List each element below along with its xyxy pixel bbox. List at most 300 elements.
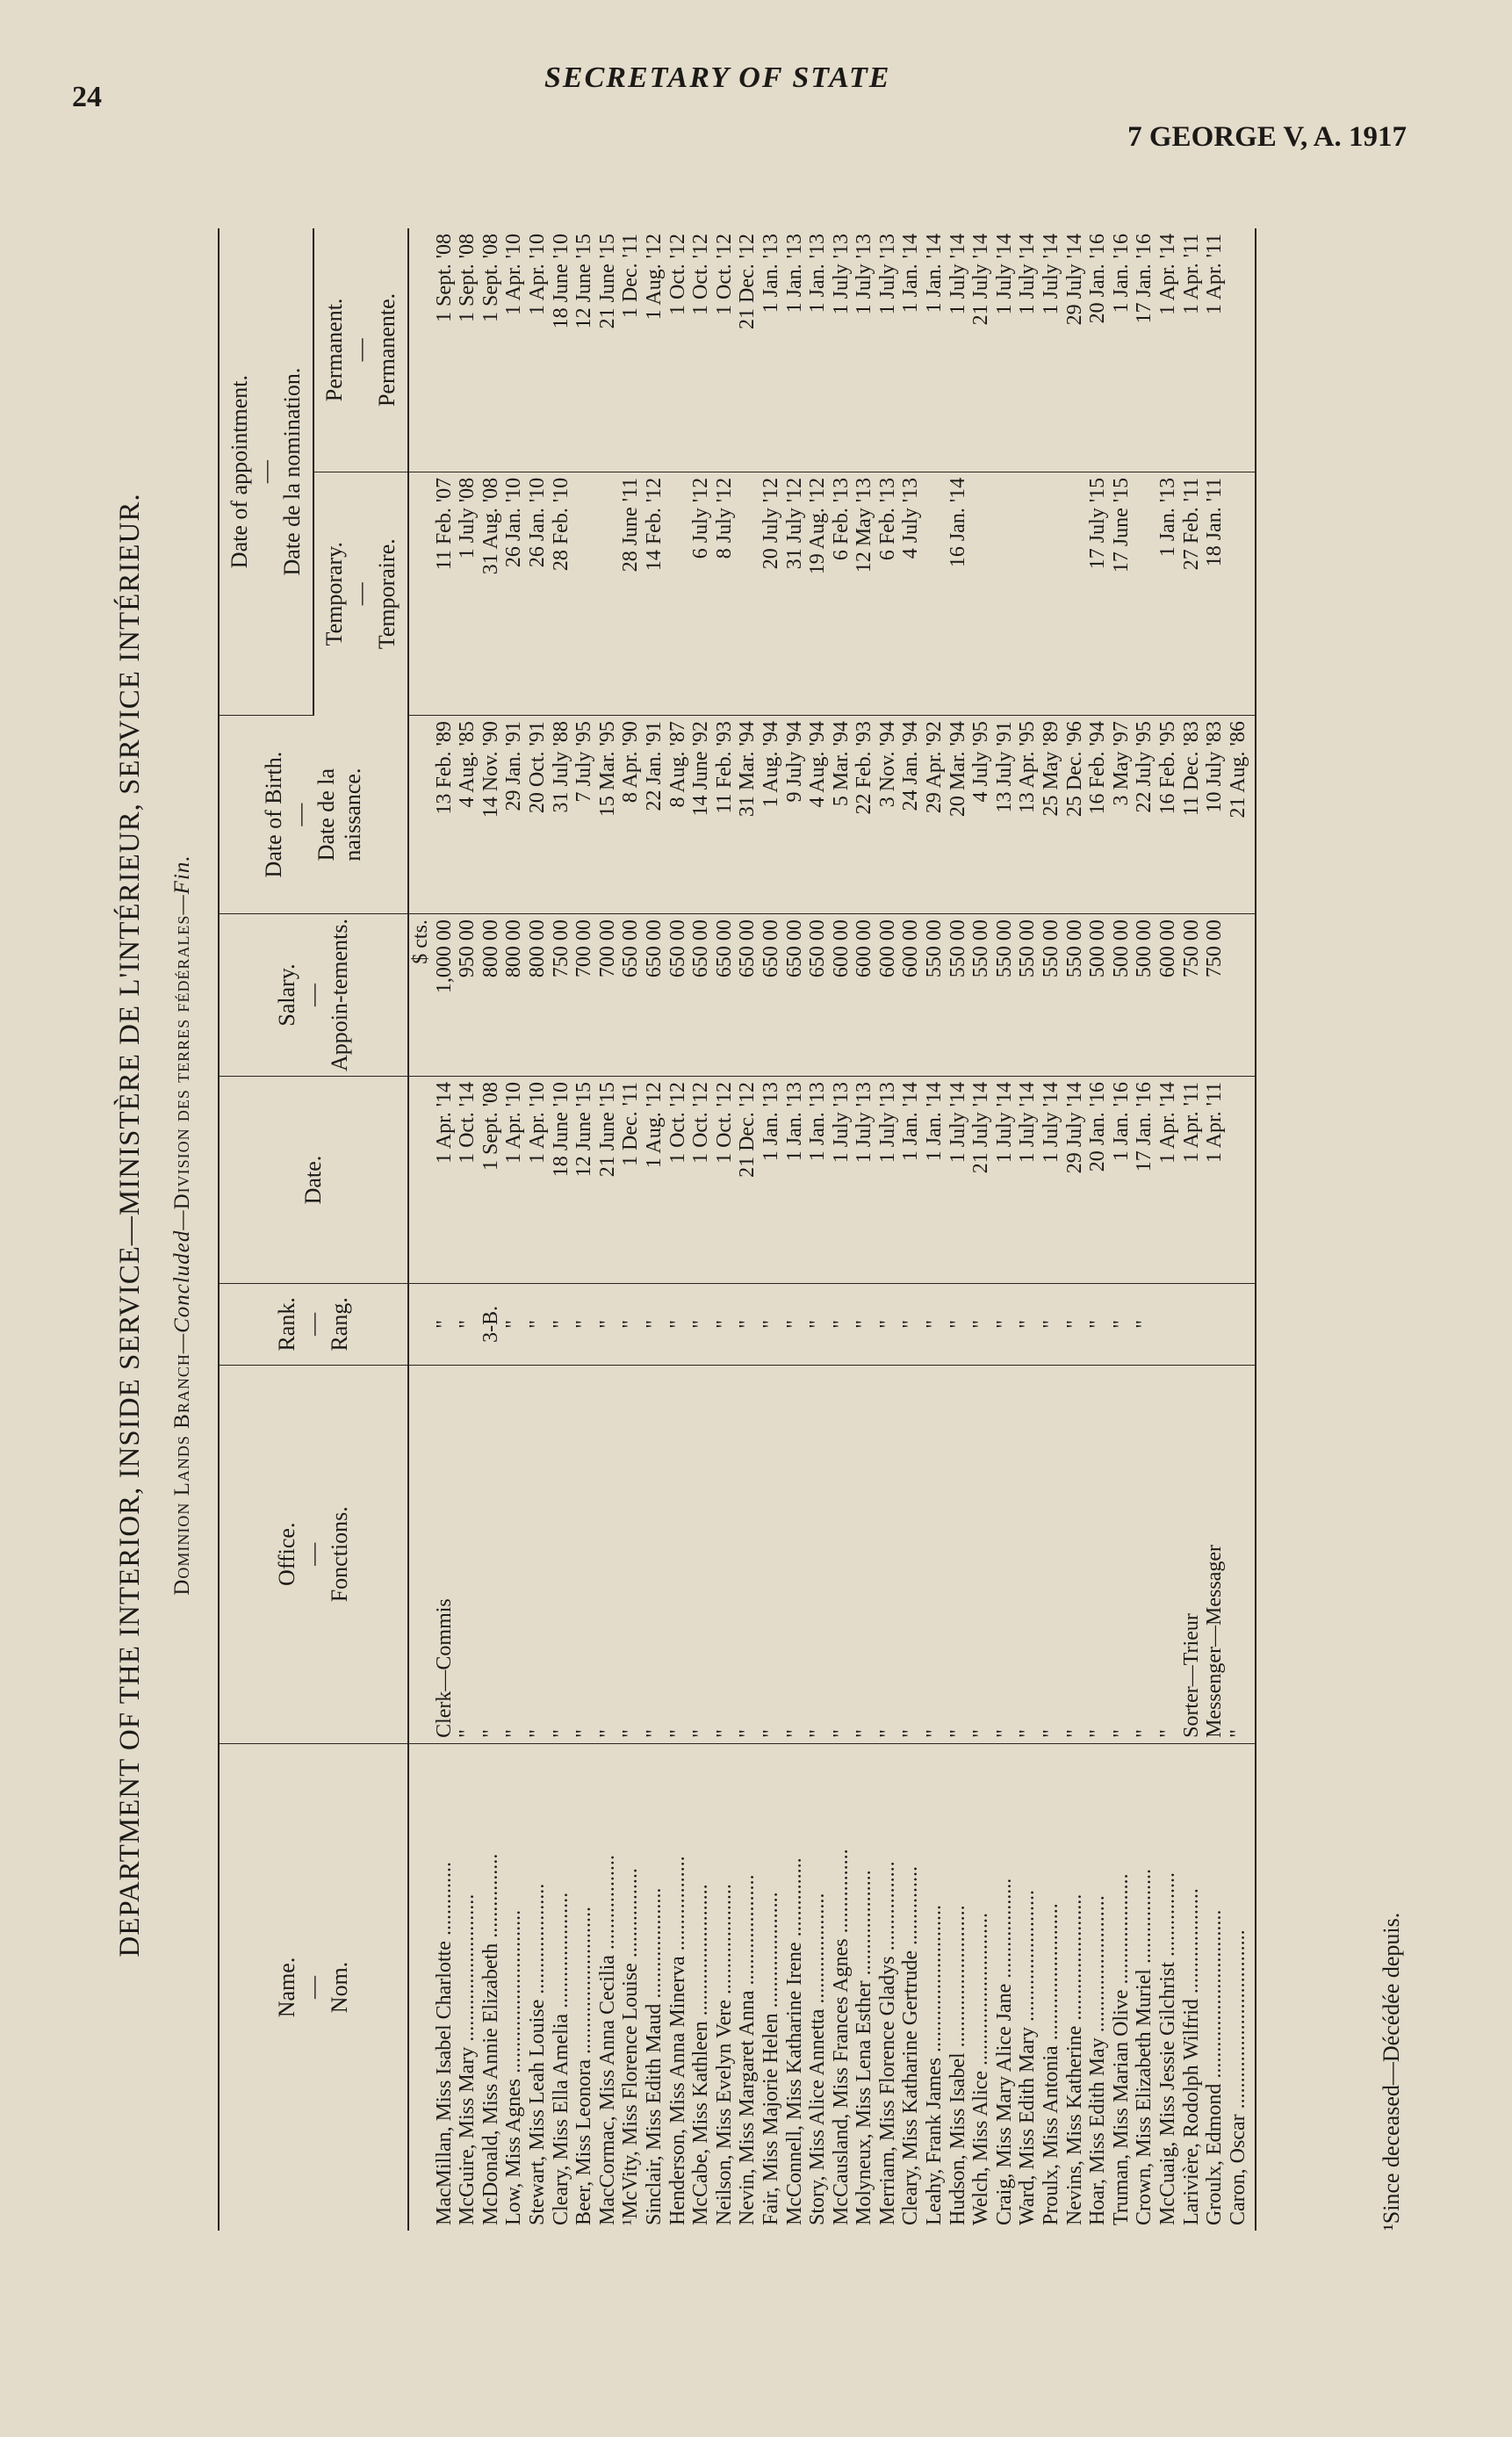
cell-temporary — [1040, 472, 1063, 715]
cell-birth: 16 Feb. '94 — [1086, 716, 1110, 914]
cell-permanent: 1 Apr. '11 — [1203, 228, 1227, 472]
table-row — [526, 228, 550, 2231]
staff-table — [218, 228, 1256, 2231]
cell-rank: " — [830, 1284, 853, 1365]
cell-name: MacMillan, Miss Isabel Charlotte .............. — [432, 1862, 456, 2225]
cell-name: Stewart, Miss Leah Louise ..................... — [525, 1883, 549, 2225]
col-header-appointment: Date of appointment. — Date de la nomination. — [219, 228, 313, 716]
cell-office: " — [596, 1365, 620, 1743]
cell-date: 1 Jan. '14 — [923, 1076, 947, 1283]
cell-rank: " — [572, 1284, 596, 1365]
cell-permanent: 1 Apr. '11 — [1180, 228, 1204, 472]
cell-salary: 550 00 — [947, 914, 970, 1077]
cell-permanent: 1 July '14 — [947, 228, 970, 472]
cell-birth: 1 Aug. '94 — [760, 716, 783, 914]
session-label: 7 GEORGE V, A. 1917 — [1127, 121, 1407, 153]
cell-birth: 14 June '92 — [689, 716, 713, 914]
cell-temporary: 17 June '15 — [1110, 472, 1134, 715]
cell-temporary: 6 July '12 — [689, 472, 713, 715]
cell-salary: 650 00 — [760, 914, 783, 1077]
salary-units: $ cts. — [408, 914, 433, 1077]
cell-name: McConnell, Miss Katharine Irene ............... — [782, 1857, 806, 2225]
cell-rank — [1180, 1284, 1204, 1365]
cell-date: 21 July '14 — [969, 1076, 993, 1283]
table-row — [689, 228, 713, 2231]
table-row — [1086, 228, 1110, 2231]
cell-salary: 550 00 — [923, 914, 947, 1077]
cell-salary: 500 00 — [1086, 914, 1110, 1077]
cell-office: " — [1156, 1365, 1180, 1743]
cell-salary: 550 00 — [1040, 914, 1063, 1077]
cell-name: Hudson, Miss Isabel ........................... — [946, 1905, 969, 2225]
cell-permanent: 1 July '14 — [1040, 228, 1063, 472]
cell-name: Truman, Miss Marian Olive ..................... — [1109, 1873, 1133, 2225]
footnote: ¹Since deceased—Décédée depuis. — [1379, 1912, 1404, 2231]
cell-date: 1 Apr. '14 — [433, 1076, 457, 1283]
cell-rank: " — [969, 1284, 993, 1365]
cell-date: 1 Jan. '14 — [899, 1076, 923, 1283]
cell-name: McDonald, Miss Annie Elizabeth ................ — [479, 1853, 502, 2225]
cell-permanent: 1 July '14 — [1016, 228, 1040, 472]
cell-name: McGuire, Miss Mary ............................ — [456, 1893, 479, 2225]
cell-birth: 29 Apr. '92 — [923, 716, 947, 914]
cell-name: Cleary, Miss Katharine Gertrude ............... — [899, 1865, 923, 2225]
cell-permanent: 1 Oct. '12 — [689, 228, 713, 472]
cell-permanent: 1 Apr. '10 — [526, 228, 550, 472]
cell-office: " — [550, 1365, 573, 1743]
cell-date: 1 Apr. '14 — [1156, 1076, 1180, 1283]
cell-birth: 31 Mar. '94 — [736, 716, 760, 914]
cell-rank: " — [876, 1284, 900, 1365]
cell-office: " — [479, 1365, 503, 1743]
cell-temporary: 27 Feb. '11 — [1180, 472, 1204, 715]
cell-rank: " — [736, 1284, 760, 1365]
cell-office: " — [643, 1365, 666, 1743]
cell-permanent: 1 Jan. '13 — [806, 228, 830, 472]
cell-temporary: 26 Jan. '10 — [526, 472, 550, 715]
cell-office: " — [526, 1365, 550, 1743]
cell-office: " — [619, 1365, 643, 1743]
cell-office: " — [666, 1365, 690, 1743]
cell-office: " — [1086, 1365, 1110, 1743]
table-row — [923, 228, 947, 2231]
col-header-rank: Rank. — Rang. — [219, 1284, 408, 1365]
cell-birth: 3 May '97 — [1110, 716, 1134, 914]
cell-salary: 750 00 — [1203, 914, 1227, 1077]
cell-rank: " — [783, 1284, 807, 1365]
branch-name: Dominion Lands Branch — [170, 1353, 194, 1596]
cell-rank: " — [689, 1284, 713, 1365]
cell-birth: 22 July '95 — [1133, 716, 1156, 914]
cell-date: 1 Oct. '14 — [456, 1076, 479, 1283]
cell-salary: 550 00 — [993, 914, 1017, 1077]
cell-birth: 8 Apr. '90 — [619, 716, 643, 914]
cell-name: McCausland, Miss Frances Agnes ................ — [829, 1849, 853, 2225]
cell-birth: 11 Feb. '93 — [713, 716, 737, 914]
cell-permanent: 17 Jan. '16 — [1133, 228, 1156, 472]
cell-salary: 700 00 — [596, 914, 620, 1077]
cell-temporary — [923, 472, 947, 715]
cell-office: " — [502, 1365, 526, 1743]
table-row — [643, 228, 666, 2231]
branch-status: —Concluded— — [170, 1209, 194, 1354]
cell-temporary: 17 July '15 — [1086, 472, 1110, 715]
cell-rank: " — [666, 1284, 690, 1365]
cell-permanent: 21 June '15 — [596, 228, 620, 472]
table-row — [783, 228, 807, 2231]
cell-office: Messenger—Messager — [1203, 1365, 1227, 1743]
cell-office: " — [689, 1365, 713, 1743]
table-row — [1203, 228, 1227, 2231]
cell-date: 1 Oct. '12 — [666, 1076, 690, 1283]
cell-birth: 20 Mar. '94 — [947, 716, 970, 914]
cell-name: Low, Miss Agnes ............................... — [502, 1909, 526, 2225]
cell-birth: 21 Aug. '86 — [1227, 716, 1256, 914]
cell-permanent: 1 Jan. '16 — [1110, 228, 1134, 472]
cell-temporary — [1227, 472, 1256, 715]
cell-office: Clerk—Commis — [433, 1365, 457, 1743]
cell-temporary: 6 Feb. '13 — [830, 472, 853, 715]
cell-birth: 4 July '95 — [969, 716, 993, 914]
cell-birth: 13 July '91 — [993, 716, 1017, 914]
cell-temporary: 31 Aug. '08 — [479, 472, 503, 715]
cell-temporary — [1133, 472, 1156, 715]
cell-permanent: 1 Apr. '14 — [1156, 228, 1180, 472]
cell-birth: 24 Jan. '94 — [899, 716, 923, 914]
cell-name: Molyneux, Miss Lena Esther .................... — [853, 1870, 876, 2225]
table-row — [736, 228, 760, 2231]
cell-birth: 11 Dec. '83 — [1180, 716, 1204, 914]
cell-salary: 650 00 — [713, 914, 737, 1077]
cell-permanent: 1 Jan. '13 — [783, 228, 807, 472]
cell-office: " — [1040, 1365, 1063, 1743]
cell-temporary — [1063, 472, 1087, 715]
cell-salary: 650 00 — [736, 914, 760, 1077]
cell-permanent: 1 Jan. '14 — [899, 228, 923, 472]
cell-office: " — [1063, 1365, 1087, 1743]
division-name: Division des terres fédérales — [170, 914, 194, 1210]
table-row — [969, 228, 993, 2231]
cell-permanent: 1 Oct. '12 — [666, 228, 690, 472]
cell-salary: 600 00 — [899, 914, 923, 1077]
cell-rank: " — [993, 1284, 1017, 1365]
cell-temporary — [1016, 472, 1040, 715]
cell-temporary: 26 Jan. '10 — [502, 472, 526, 715]
cell-name: Larivière, Rodolph Wilfrid .................... — [1179, 1888, 1203, 2225]
rotated-table-block — [114, 202, 1414, 2248]
cell-permanent: 1 July '13 — [853, 228, 876, 472]
cell-rank: " — [806, 1284, 830, 1365]
cell-office: " — [947, 1365, 970, 1743]
cell-temporary: 1 Jan. '13 — [1156, 472, 1180, 715]
cell-salary: 750 00 — [550, 914, 573, 1077]
table-row — [433, 228, 457, 2231]
cell-birth: 31 July '88 — [550, 716, 573, 914]
cell-salary: 750 00 — [1180, 914, 1204, 1077]
cell-salary: 600 00 — [1156, 914, 1180, 1077]
cell-date: 12 June '15 — [572, 1076, 596, 1283]
cell-permanent: 29 July '14 — [1063, 228, 1087, 472]
cell-rank: " — [923, 1284, 947, 1365]
cell-salary: 650 00 — [806, 914, 830, 1077]
cell-rank: " — [550, 1284, 573, 1365]
cell-birth: 10 July '83 — [1203, 716, 1227, 914]
cell-birth: 13 Feb. '89 — [433, 716, 457, 914]
division-status: —Fin. — [170, 854, 194, 915]
table-row — [596, 228, 620, 2231]
page-header — [0, 0, 1512, 176]
cell-salary — [1227, 914, 1256, 1077]
cell-office: " — [876, 1365, 900, 1743]
cell-rank: " — [456, 1284, 479, 1365]
cell-office: " — [806, 1365, 830, 1743]
cell-temporary: 11 Feb. '07 — [433, 472, 457, 715]
cell-name: Welch, Miss Alice ............................. — [969, 1912, 993, 2225]
cell-birth: 7 July '95 — [572, 716, 596, 914]
cell-birth: 25 May '89 — [1040, 716, 1063, 914]
cell-birth: 4 Aug. '94 — [806, 716, 830, 914]
cell-rank: " — [853, 1284, 876, 1365]
cell-rank: " — [433, 1284, 457, 1365]
cell-temporary: 28 June '11 — [619, 472, 643, 715]
cell-rank — [1203, 1284, 1227, 1365]
cell-name: McCabe, Miss Kathleen ......................... — [689, 1884, 713, 2225]
col-header-salary: Salary. — Appoin-tements. — [219, 914, 408, 1077]
table-row — [666, 228, 690, 2231]
table-row — [502, 228, 526, 2231]
table-row — [806, 228, 830, 2231]
cell-temporary — [736, 472, 760, 715]
cell-office: " — [1133, 1365, 1156, 1743]
cell-date: 1 Aug. '12 — [643, 1076, 666, 1283]
cell-birth: 25 Dec. '96 — [1063, 716, 1087, 914]
cell-name: Fair, Miss Majorie Helen ...................... — [759, 1892, 782, 2225]
cell-birth: 4 Aug. '85 — [456, 716, 479, 914]
cell-temporary — [993, 472, 1017, 715]
cell-temporary: 1 July '08 — [456, 472, 479, 715]
cell-date: 1 Dec. '11 — [619, 1076, 643, 1283]
cell-office: " — [993, 1365, 1017, 1743]
cell-permanent: 1 Sept. '08 — [456, 228, 479, 472]
table-row — [876, 228, 900, 2231]
cell-salary: 500 00 — [1110, 914, 1134, 1077]
cell-name: McCuaig, Miss Jessie Gilchrist ................ — [1156, 1872, 1179, 2225]
cell-temporary: 8 July '12 — [713, 472, 737, 715]
cell-birth: 5 Mar. '94 — [830, 716, 853, 914]
table-row — [1156, 228, 1180, 2231]
cell-name: Beer, Miss Leonora ............................ — [572, 1907, 596, 2225]
cell-office: " — [572, 1365, 596, 1743]
cell-rank: " — [1040, 1284, 1063, 1365]
cell-permanent: 18 June '10 — [550, 228, 573, 472]
cell-permanent: 21 July '14 — [969, 228, 993, 472]
cell-salary: 600 00 — [876, 914, 900, 1077]
cell-salary: 650 00 — [689, 914, 713, 1077]
table-row — [853, 228, 876, 2231]
cell-office: " — [456, 1365, 479, 1743]
table-row — [1133, 228, 1156, 2231]
cell-date: 1 Oct. '12 — [689, 1076, 713, 1283]
cell-rank: " — [899, 1284, 923, 1365]
cell-office: " — [1227, 1365, 1256, 1743]
table-row — [947, 228, 970, 2231]
cell-name: Crown, Miss Elizabeth Muriel .................. — [1133, 1869, 1156, 2225]
cell-office: " — [783, 1365, 807, 1743]
cell-date: 29 July '14 — [1063, 1076, 1087, 1283]
cell-permanent: 1 July '13 — [876, 228, 900, 472]
table-row — [550, 228, 573, 2231]
cell-rank: 3-B. — [479, 1284, 503, 1365]
table-row — [830, 228, 853, 2231]
cell-salary: 600 00 — [830, 914, 853, 1077]
cell-temporary — [969, 472, 993, 715]
cell-office: Sorter—Trieur — [1180, 1365, 1204, 1743]
cell-name: Sinclair, Miss Edith Maud ..................... — [642, 1887, 666, 2225]
cell-salary: 550 00 — [1063, 914, 1087, 1077]
cell-date: 1 Apr. '11 — [1203, 1076, 1227, 1283]
cell-permanent: 20 Jan. '16 — [1086, 228, 1110, 472]
branch-subtitle — [170, 202, 195, 2248]
cell-date: 1 Jan. '13 — [783, 1076, 807, 1283]
table-row — [1110, 228, 1134, 2231]
cell-date: 1 July '14 — [1040, 1076, 1063, 1283]
cell-rank: " — [526, 1284, 550, 1365]
cell-date: 17 Jan. '16 — [1133, 1076, 1156, 1283]
cell-rank — [1227, 1284, 1256, 1365]
cell-date: 1 Apr. '10 — [526, 1076, 550, 1283]
cell-date — [1227, 1076, 1256, 1283]
cell-office: " — [830, 1365, 853, 1743]
cell-date: 20 Jan. '16 — [1086, 1076, 1110, 1283]
cell-date: 1 July '14 — [947, 1076, 970, 1283]
cell-birth: 8 Aug. '87 — [666, 716, 690, 914]
cell-temporary: 6 Feb. '13 — [876, 472, 900, 715]
cell-rank: " — [1133, 1284, 1156, 1365]
table-body — [408, 228, 1256, 2231]
cell-name: Henderson, Miss Anna Minerva .................. — [666, 1856, 689, 2225]
cell-temporary: 16 Jan. '14 — [947, 472, 970, 715]
col-header-permanent: Permanent. — Permanente. — [313, 228, 408, 472]
cell-name: Ward, Miss Edith Mary ......................... — [1016, 1889, 1040, 2225]
cell-date: 1 July '13 — [876, 1076, 900, 1283]
cell-permanent: 1 Oct. '12 — [713, 228, 737, 472]
cell-birth: 22 Feb. '93 — [853, 716, 876, 914]
cell-date: 1 Jan. '16 — [1110, 1076, 1134, 1283]
cell-salary: 700 00 — [572, 914, 596, 1077]
cell-salary: 950 00 — [456, 914, 479, 1077]
cell-temporary: 12 May '13 — [853, 472, 876, 715]
cell-temporary: 18 Jan. '11 — [1203, 472, 1227, 715]
table-row — [993, 228, 1017, 2231]
cell-salary: 1,000 00 — [433, 914, 457, 1077]
cell-permanent: 1 Apr. '10 — [502, 228, 526, 472]
cell-rank — [1156, 1284, 1180, 1365]
cell-name: Nevin, Miss Margaret Anna ..................... — [736, 1874, 760, 2225]
cell-office: " — [923, 1365, 947, 1743]
col-header-name: Name. — Nom. — [219, 1743, 408, 2231]
table-row — [713, 228, 737, 2231]
cell-date: 1 July '14 — [1016, 1076, 1040, 1283]
cell-permanent — [1227, 228, 1256, 472]
cell-date: 21 Dec. '12 — [736, 1076, 760, 1283]
cell-rank: " — [947, 1284, 970, 1365]
cell-temporary: 14 Feb. '12 — [643, 472, 666, 715]
cell-rank: " — [760, 1284, 783, 1365]
cell-birth: 20 Oct. '91 — [526, 716, 550, 914]
cell-permanent: 1 Dec. '11 — [619, 228, 643, 472]
cell-salary: 650 00 — [666, 914, 690, 1077]
cell-name: Story, Miss Alice Annetta ..................... — [806, 1893, 830, 2225]
cell-rank: " — [1086, 1284, 1110, 1365]
cell-permanent: 12 June '15 — [572, 228, 596, 472]
col-header-temporary: Temporary. — Temporaire. — [313, 472, 408, 715]
cell-office: " — [760, 1365, 783, 1743]
cell-name: Neilson, Miss Evelyn Vere ..................... — [712, 1884, 736, 2225]
cell-birth: 13 Apr. '95 — [1016, 716, 1040, 914]
table-row — [1040, 228, 1063, 2231]
running-title: SECRETARY OF STATE — [544, 61, 891, 94]
cell-rank: " — [713, 1284, 737, 1365]
cell-date: 1 Jan. '13 — [806, 1076, 830, 1283]
cell-date: 1 July '13 — [830, 1076, 853, 1283]
cell-name: Hoar, Miss Edith May .......................... — [1086, 1895, 1110, 2225]
cell-office: " — [1110, 1365, 1134, 1743]
cell-temporary: 4 July '13 — [899, 472, 923, 715]
cell-temporary: 20 July '12 — [760, 472, 783, 715]
table-row — [1016, 228, 1040, 2231]
cell-permanent: 1 Jan. '14 — [923, 228, 947, 472]
cell-permanent: 1 Sept. '08 — [479, 228, 503, 472]
cell-salary: 650 00 — [783, 914, 807, 1077]
cell-rank: " — [1063, 1284, 1087, 1365]
cell-date: 1 Apr. '11 — [1180, 1076, 1204, 1283]
cell-rank: " — [502, 1284, 526, 1365]
cell-date: 18 June '10 — [550, 1076, 573, 1283]
table-row — [899, 228, 923, 2231]
cell-temporary — [596, 472, 620, 715]
cell-name: Groulx, Edmond ................................ — [1203, 1909, 1227, 2225]
cell-permanent: 1 July '14 — [993, 228, 1017, 472]
cell-name: Proulx, Miss Antonia .......................... — [1040, 1903, 1063, 2225]
cell-name: Nevins, Miss Katherine ........................ — [1062, 1893, 1086, 2225]
cell-name: ¹McVity, Miss Florence Louise ................. — [619, 1868, 643, 2225]
cell-office: " — [969, 1365, 993, 1743]
table-row — [1063, 228, 1087, 2231]
cell-date: 21 June '15 — [596, 1076, 620, 1283]
cell-permanent: 1 Sept. '08 — [433, 228, 457, 472]
cell-date: 1 July '14 — [993, 1076, 1017, 1283]
page-number: 24 — [72, 81, 102, 113]
cell-rank: " — [643, 1284, 666, 1365]
cell-salary: 600 00 — [853, 914, 876, 1077]
cell-temporary — [666, 472, 690, 715]
cell-permanent: 1 July '13 — [830, 228, 853, 472]
cell-salary: 500 00 — [1133, 914, 1156, 1077]
cell-office: " — [853, 1365, 876, 1743]
department-title: DEPARTMENT OF THE INTERIOR, INSIDE SERVICE—MINISTÈRE DE L'INTÉRIEUR, SERVICE INTÉRIEUR. — [114, 493, 146, 1958]
col-header-date: Date. — [219, 1076, 408, 1283]
cell-name: Caron, Oscar .................................. — [1227, 1743, 1256, 2231]
table-row — [1227, 228, 1256, 2231]
cell-office: " — [1016, 1365, 1040, 1743]
cell-birth: 29 Jan. '91 — [502, 716, 526, 914]
cell-office: " — [736, 1365, 760, 1743]
cell-date: 1 Oct. '12 — [713, 1076, 737, 1283]
cell-temporary: 19 Aug. '12 — [806, 472, 830, 715]
table-row — [456, 228, 479, 2231]
table-row — [1180, 228, 1204, 2231]
cell-office: " — [899, 1365, 923, 1743]
